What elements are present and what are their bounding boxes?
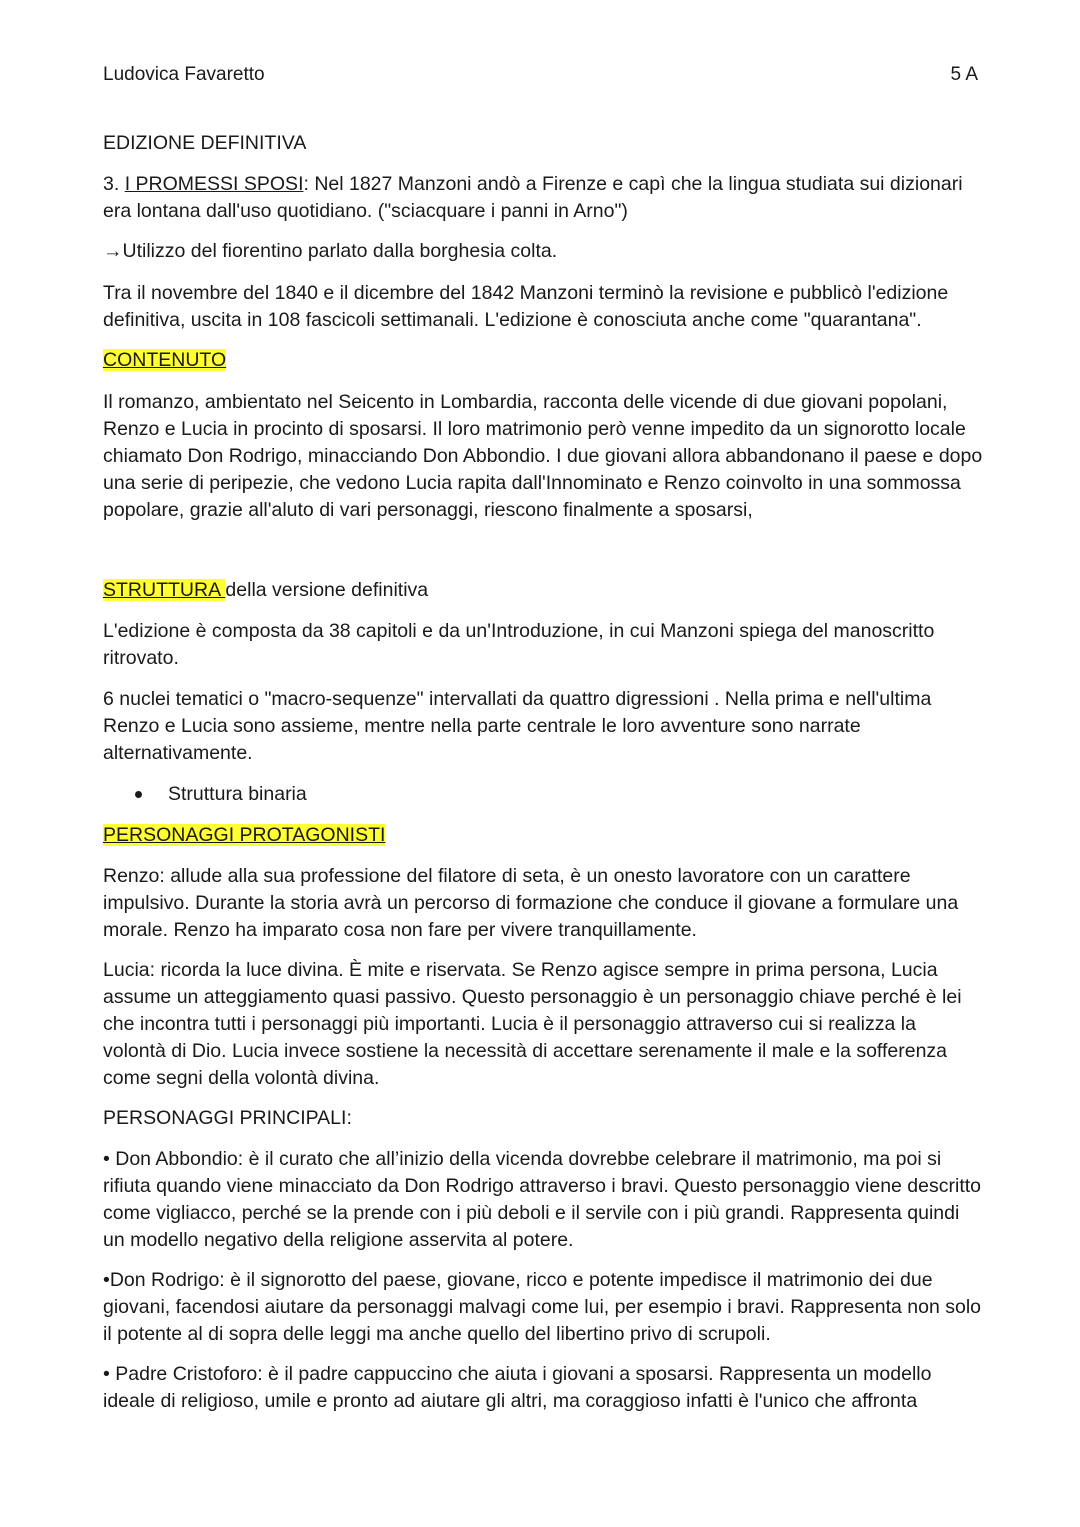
cristoforo-paragraph: • Padre Cristoforo: è il padre cappuccino che aiuta i giovani a sposarsi. Rappresenta un modello ideale di religioso, umile e pronto ad aiutare gli altri, ma coraggioso infatti è l'unico che affronta [103,1363,932,1412]
arrow-text: Utilizzo del fiorentino parlato dalla borghesia colta. [122,240,558,262]
intro-text: : Nel 1827 Manzoni andò a Firenze e capì che la lingua studiata sui dizionari era lontana dall'uso quotidiano. ("sciacquare i panni in Arno") [103,173,963,222]
arrow-line [103,238,983,265]
contenuto-paragraph: Il romanzo, ambientato nel Seicento in Lombardia, racconta delle vicende di due giovani popolani, Renzo e Lucia in procinto di sposarsi. Il loro matrimonio però venne impedito da un signorotto locale chiamato Don Rodrigo, minacciando Don Abbondio. I due giovani allora abbandonano il paese e dopo una serie di peripezie, che vedono Lucia rapita dall'Innominato e Renzo coinvolto in una sommossa popolare, grazie all'aluto di vari personaggi, riescono finalmente a sposarsi, [103,391,983,521]
struttura-heading-text: STRUTTURA [103,579,226,601]
renzo-paragraph: Renzo: allude alla sua professione del filatore di seta, è un onesto lavoratore con un carattere impulsivo. Durante la storia avrà un percorso di formazione che conduce il giovane a formulare una morale. Renzo ha imparato cosa non fare per vivere tranquillamente. [103,865,959,941]
rodrigo-paragraph: •Don Rodrigo: è il signorotto del paese, giovane, ricco e potente impedisce il matrimonio dei due giovani, facendosi aiutare da personaggi malvagi come lui, per esempio i bravi. Rappresenta non solo il potente al di sopra delle leggi ma anche quello del libertino privo di scrupoli. [103,1269,982,1345]
contenuto-heading [103,347,983,374]
edition-paragraph: Tra il novembre del 1840 e il dicembre del 1842 Manzoni terminò la revisione e pubblicò l'edizione definitiva, uscita in 108 fascicoli settimanali. L'edizione è conosciuta anche come "quarantana". [103,282,949,331]
bullet-dot-icon [135,791,142,798]
struttura-paragraph-2: 6 nuclei tematici o "macro-sequenze" intervallati da quattro digressioni . Nella prima e nell'ultima Renzo e Lucia sono assieme, mentre nella parte centrale le loro avventure sono narrate alternativamente. [103,688,932,764]
principali-heading: PERSONAGGI PRINCIPALI: [103,1107,352,1129]
protagonisti-heading-text: PERSONAGGI PROTAGONISTI [103,824,386,846]
class-label: 5 A [950,64,978,85]
protagonisti-heading [103,822,983,849]
contenuto-heading-text: CONTENUTO [103,349,227,371]
bullet-item [135,781,307,808]
intro-number: 3. [103,173,120,195]
lucia-paragraph: Lucia: ricorda la luce divina. È mite e riservata. Se Renzo agisce sempre in prima persona, Lucia assume un atteggiamento quasi passivo. Questo personaggio è un personaggio chiave perché è lei che incontra tutti i personaggi più importanti. Lucia è il personaggio attraverso cui si realizza la volontà di Dio. Lucia invece sostiene la necessità di accettare serenamente il male e la sofferenza come segni della volontà divina. [103,959,962,1089]
intro-paragraph [103,171,983,225]
page-header [103,64,978,86]
abbondio-paragraph: • Don Abbondio: è il curato che all’inizio della vicenda dovrebbe celebrare il matrimonio, ma poi si rifiuta quando viene minacciato da Don Rodrigo attraverso i bravi. Questo personaggio viene descritto come vigliacco, perché se la prende con i più deboli e il servile con i più grandi. Rappresenta quindi un modello negativo della religione asservita al potere. [103,1148,981,1251]
struttura-heading [103,577,983,604]
struttura-paragraph-1: L'edizione è composta da 38 capitoli e da un'Introduzione, in cui Manzoni spiega del manoscritto ritrovato. [103,620,935,669]
work-title: I PROMESSI SPOSI [124,173,304,195]
author-name: Ludovica Favaretto [103,64,265,85]
struttura-heading-rest: della versione definitiva [225,579,429,601]
section-title: EDIZIONE DEFINITIVA [103,132,307,154]
bullet-text: Struttura binaria [168,783,307,805]
arrow-icon: → [103,240,123,262]
